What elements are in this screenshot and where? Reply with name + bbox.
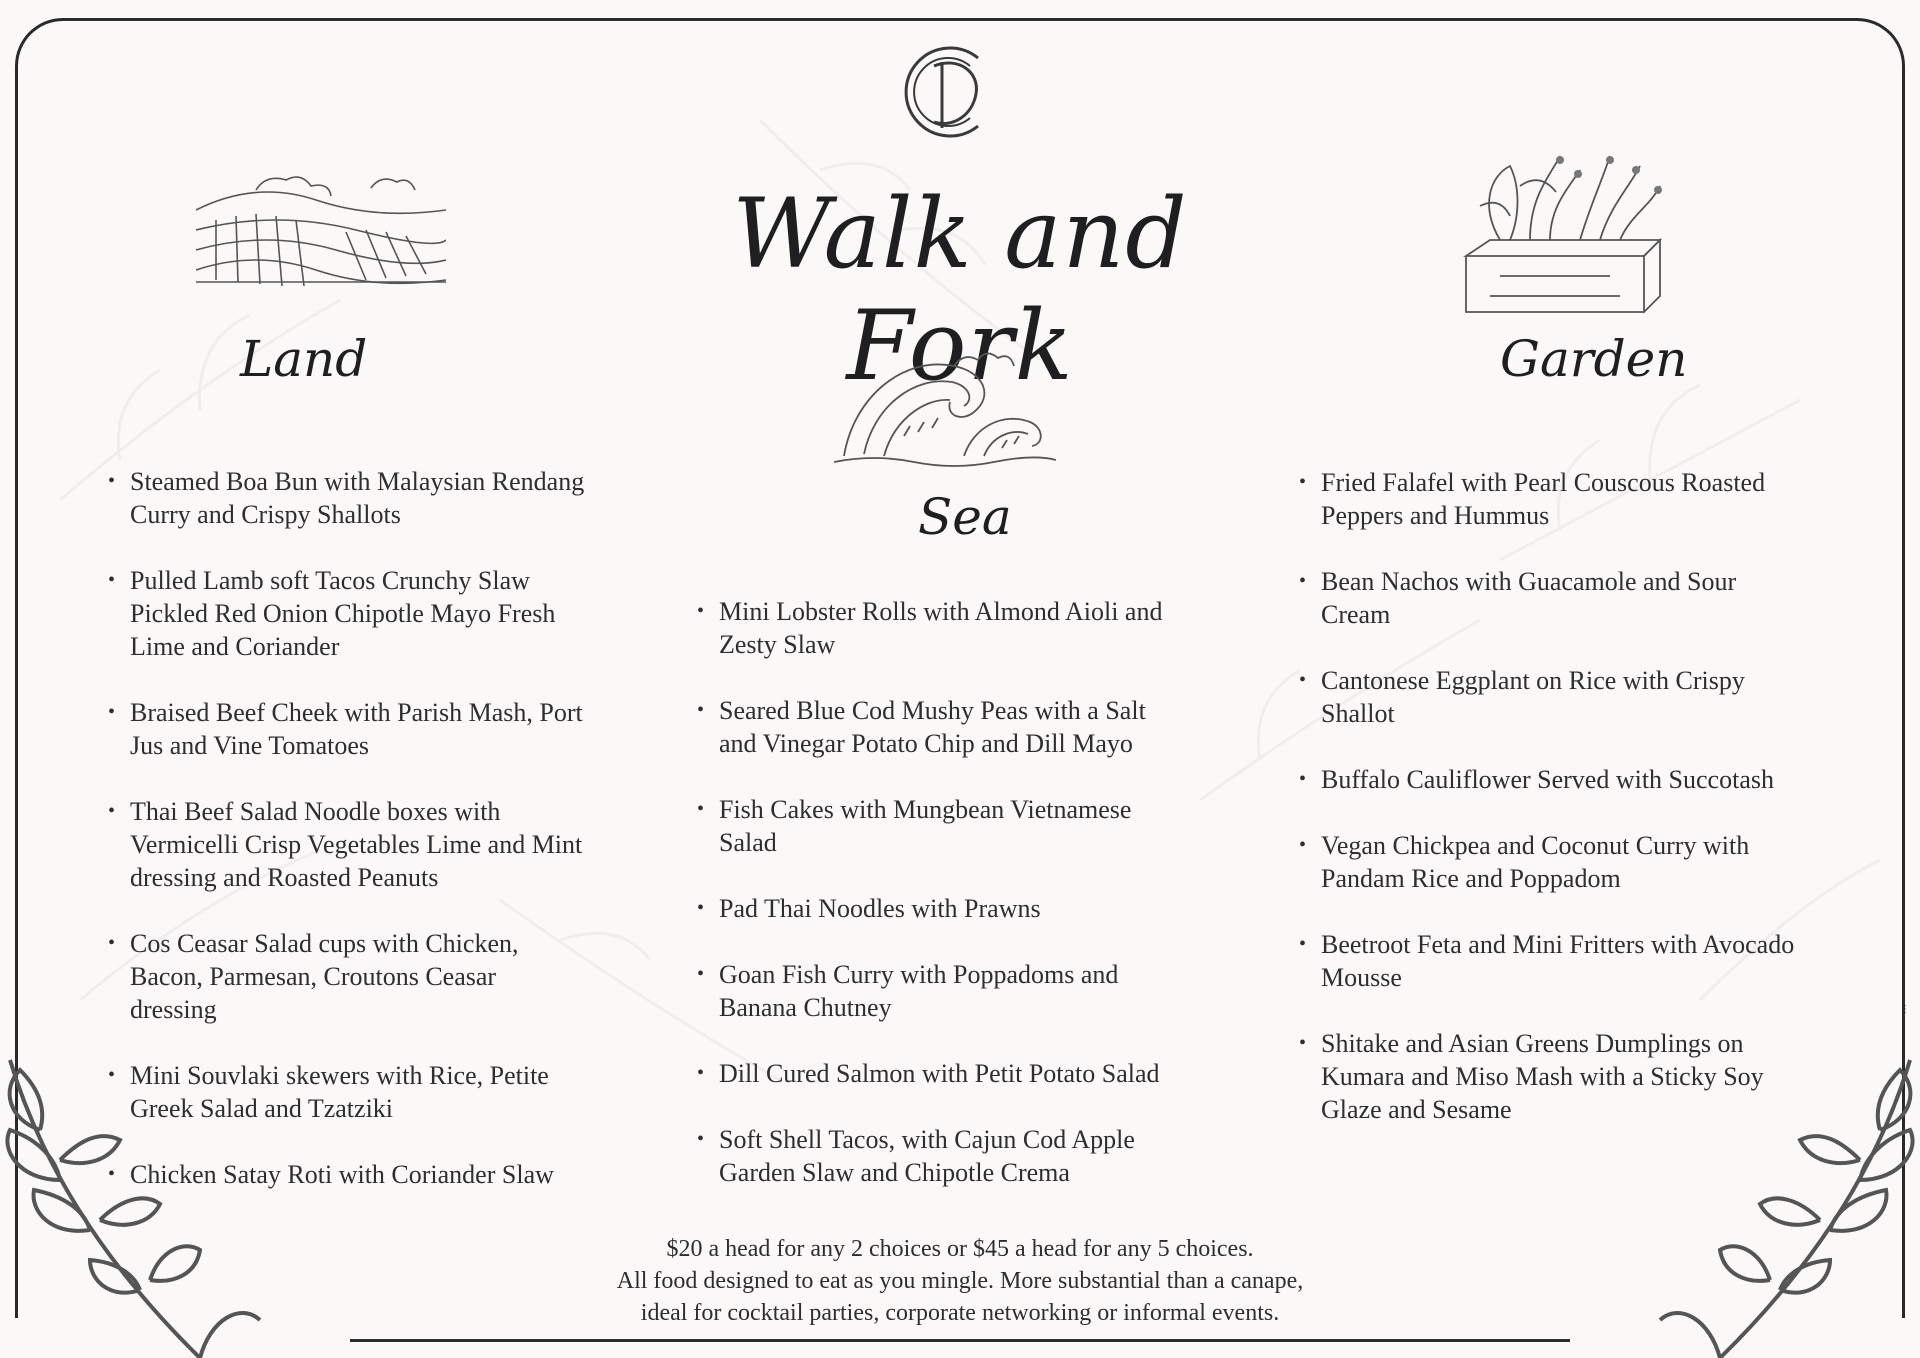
list-item: • Pulled Lamb soft Tacos Crunchy Slaw Pickled Red Onion Chipotle Mayo Fresh Lime and Coriander <box>108 564 588 663</box>
description-line: ideal for cocktail parties, corporate networking or informal events. <box>640 1300 1280 1326</box>
list-item: • Soft Shell Tacos, with Cajun Cod Apple Garden Slaw and Chipotle Crema <box>697 1123 1177 1189</box>
list-item: • Steamed Boa Bun with Malaysian Rendang Curry and Crispy Shallots <box>108 465 588 531</box>
list-item: • Goan Fish Curry with Poppadoms and Banana Chutney <box>697 958 1177 1024</box>
leaf-branch-right-icon <box>1640 1040 1920 1358</box>
footer-rule <box>350 1339 1570 1342</box>
list-item: • Fish Cakes with Mungbean Vietnamese Salad <box>697 793 1177 859</box>
list-item: • Pad Thai Noodles with Prawns <box>697 892 1177 925</box>
border-dots-left: ⋮ <box>12 1004 20 1015</box>
menu-title: Walk and Fork <box>732 178 1188 402</box>
border-dots-right: ⋮ <box>1900 1004 1908 1015</box>
list-item: • Cantonese Eggplant on Rice with Crispy Shallot <box>1299 664 1799 730</box>
list-item: • Fried Falafel with Pearl Couscous Roasted Peppers and Hummus <box>1299 466 1799 532</box>
pricing-footer <box>460 1233 1460 1329</box>
garden-heading: Garden <box>1500 330 1688 388</box>
cd-monogram-icon <box>896 36 1008 148</box>
list-item: • Cos Ceasar Salad cups with Chicken, Bacon, Parmesan, Croutons Ceasar dressing <box>108 927 588 1026</box>
list-item: • Seared Blue Cod Mushy Peas with a Salt and Vinegar Potato Chip and Dill Mayo <box>697 694 1177 760</box>
pricing-line: $20 a head for any 2 choices or $45 a head for any 5 choices. <box>666 1236 1254 1262</box>
description-line: All food designed to eat as you mingle. More substantial than a canape, <box>616 1268 1304 1294</box>
planter-box-illustration-icon <box>1460 146 1670 316</box>
list-item: • Bean Nachos with Guacamole and Sour Cream <box>1299 565 1799 631</box>
list-item: • Beetroot Feta and Mini Fritters with Avocado Mousse <box>1299 928 1799 994</box>
list-item: • Thai Beef Salad Noodle boxes with Vermicelli Crisp Vegetables Lime and Mint dressing and Roasted Peanuts <box>108 795 588 894</box>
list-item: • Dill Cured Salmon with Petit Potato Salad <box>697 1057 1177 1090</box>
list-item: • Buffalo Cauliflower Served with Succotash <box>1299 763 1799 796</box>
land-heading: Land <box>240 330 368 388</box>
wave-illustration-icon <box>834 336 1056 476</box>
list-item: • Braised Beef Cheek with Parish Mash, Port Jus and Vine Tomatoes <box>108 696 588 762</box>
sea-heading: Sea <box>918 488 1012 546</box>
list-item: • Shitake and Asian Greens Dumplings on Kumara and Miso Mash with a Sticky Soy Glaze and Sesame <box>1299 1027 1799 1126</box>
leaf-branch-left-icon <box>0 1040 280 1358</box>
list-item: • Mini Souvlaki skewers with Rice, Petite Greek Salad and Tzatziki <box>108 1059 588 1125</box>
list-item: • Mini Lobster Rolls with Almond Aioli and Zesty Slaw <box>697 595 1177 661</box>
list-item: • Vegan Chickpea and Coconut Curry with Pandam Rice and Poppadom <box>1299 829 1799 895</box>
list-item: • Chicken Satay Roti with Coriander Slaw <box>108 1158 588 1191</box>
sea-menu-list <box>697 595 1177 1222</box>
countryside-illustration-icon <box>196 170 446 290</box>
